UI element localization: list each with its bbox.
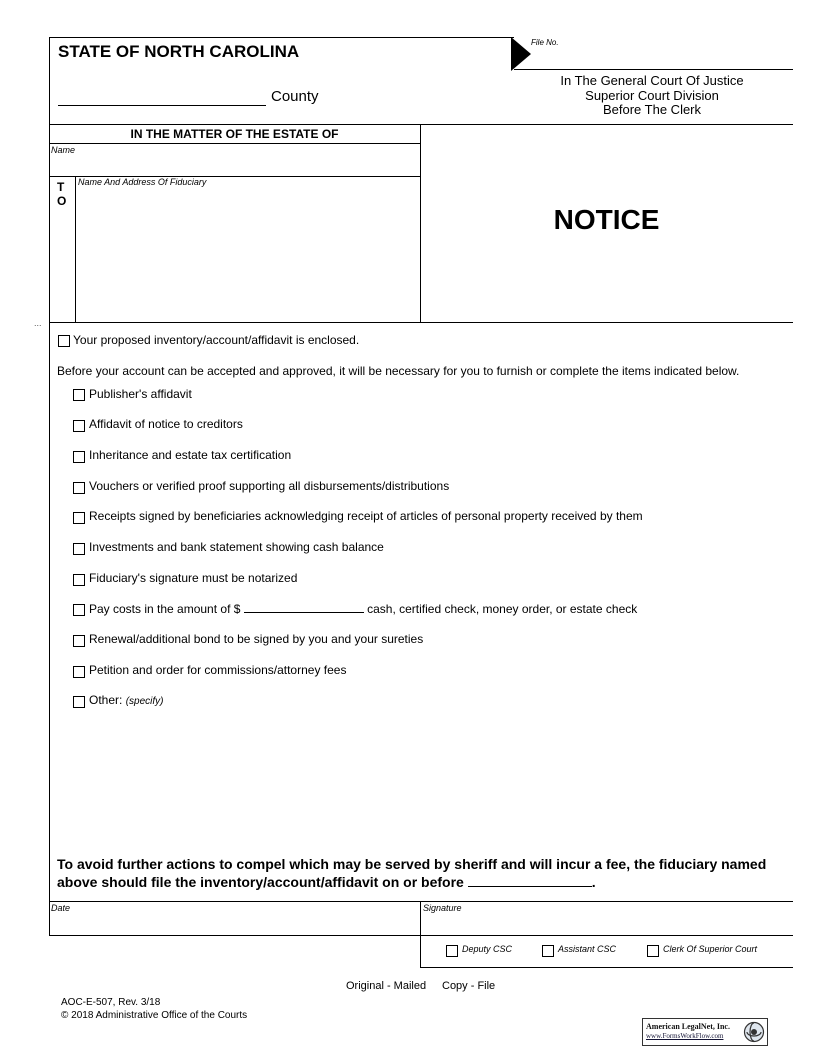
date-signature-divider: [420, 901, 421, 967]
item-label: Receipts signed by beneficiaries acknowledging receipt of articles of personal property received by them: [89, 509, 643, 523]
item-checkbox[interactable]: [73, 512, 85, 524]
assistant-csc-label: Assistant CSC: [558, 944, 617, 954]
notice-title: NOTICE: [553, 204, 660, 235]
other-row: [89, 693, 164, 707]
item-label: Investments and bank statement showing cash balance: [89, 540, 384, 554]
item-checkbox[interactable]: [73, 482, 85, 494]
logo-line-1: American LegalNet, Inc.: [646, 1022, 730, 1031]
page-mark: ...: [34, 318, 42, 328]
estate-bottom-line: [49, 322, 793, 323]
header-bottom-line: [49, 124, 793, 125]
to-label-o: O: [57, 194, 67, 208]
item-label: Affidavit of notice to creditors: [89, 417, 243, 431]
to-label-t: T: [57, 180, 65, 194]
signature-label: Signature: [423, 903, 462, 913]
item-label: Inheritance and estate tax certification: [89, 448, 292, 462]
left-border: [49, 37, 50, 936]
state-title: STATE OF NORTH CAROLINA: [58, 42, 300, 61]
pay-costs-prefix: Pay costs in the amount of $: [89, 602, 241, 616]
legalnet-logo: [642, 1018, 768, 1046]
item-checkbox[interactable]: [73, 574, 85, 586]
item-label: Fiduciary's signature must be notarized: [89, 571, 298, 585]
item-checkbox[interactable]: [73, 666, 85, 678]
warning-line-2: [57, 874, 596, 890]
item-checkbox[interactable]: [73, 543, 85, 555]
file-no-label: File No.: [531, 38, 559, 47]
assistant-csc-checkbox[interactable]: [542, 945, 554, 957]
signature-top-line: [49, 901, 793, 902]
estate-title-line: [49, 143, 420, 144]
deputy-csc-label: Deputy CSC: [462, 944, 513, 954]
deputy-csc-checkbox[interactable]: [446, 945, 458, 957]
distribution-original: Original - Mailed: [346, 980, 427, 992]
footer-bottom-line: [420, 967, 793, 968]
date-label: Date: [51, 903, 71, 913]
signature-bottom-line: [420, 935, 793, 936]
clerk-label: Clerk Of Superior Court: [663, 944, 758, 954]
form-number: AOC-E-507, Rev. 3/18: [61, 997, 161, 1008]
warning-line-2-text: above should file the inventory/account/affidavit on or before: [57, 874, 464, 890]
item-label: Renewal/additional bond to be signed by you and your sureties: [89, 632, 424, 646]
county-label: County: [271, 88, 319, 105]
item-checkbox[interactable]: [73, 635, 85, 647]
item-checkbox[interactable]: [73, 451, 85, 463]
file-no-marker-icon: [511, 37, 531, 71]
item-checkbox[interactable]: [73, 420, 85, 432]
top-border: [49, 37, 514, 38]
warning-end: .: [591, 874, 596, 890]
enclosed-checkbox[interactable]: [58, 335, 70, 347]
clerk-checkbox[interactable]: [647, 945, 659, 957]
other-checkbox[interactable]: [73, 696, 85, 708]
other-specify: (specify): [125, 696, 164, 707]
pay-costs-suffix: cash, certified check, money order, or estate check: [367, 602, 638, 616]
signature-field[interactable]: [421, 913, 792, 934]
estate-title: IN THE MATTER OF THE ESTATE OF: [130, 127, 339, 141]
enclosed-label: Your proposed inventory/account/affidavit is enclosed.: [73, 333, 360, 347]
fiduciary-label: Name And Address Of Fiduciary: [78, 177, 207, 187]
name-label: Name: [51, 145, 76, 155]
court-line-3: Before The Clerk: [602, 102, 702, 117]
item-checkbox[interactable]: [73, 389, 85, 401]
fiduciary-address-area[interactable]: [76, 190, 419, 322]
pay-costs-checkbox[interactable]: [73, 604, 85, 616]
court-line-1: In The General Court Of Justice: [560, 73, 744, 88]
warning-line-1: To avoid further actions to compel which may be served by sheriff and will incur a fee, the fiduciary named: [57, 856, 767, 872]
item-label: Vouchers or verified proof supporting all disbursements/distributions: [89, 479, 450, 493]
copyright: © 2018 Administrative Office of the Courts: [61, 1010, 248, 1021]
other-label: Other:: [89, 693, 123, 707]
court-text: [514, 74, 790, 118]
globe-icon: [743, 1021, 765, 1043]
county-blank[interactable]: [58, 89, 266, 106]
due-date-field[interactable]: [468, 874, 592, 887]
item-label: Publisher's affidavit: [89, 387, 192, 401]
date-field[interactable]: [50, 913, 419, 934]
logo-line-2: www.FormsWorkFlow.com: [646, 1032, 724, 1040]
pay-costs-amount-field[interactable]: [244, 601, 364, 613]
file-no-line[interactable]: [514, 69, 793, 70]
intro-text: Before your account can be accepted and approved, it will be necessary for you to furnish or complete the items indicated below.: [57, 364, 740, 378]
date-bottom-line: [49, 935, 420, 936]
item-label: Petition and order for commissions/attorney fees: [89, 663, 347, 677]
court-line-2: Superior Court Division: [585, 87, 719, 103]
distribution-copy: Copy - File: [442, 980, 496, 992]
pay-costs-row: [89, 601, 637, 616]
